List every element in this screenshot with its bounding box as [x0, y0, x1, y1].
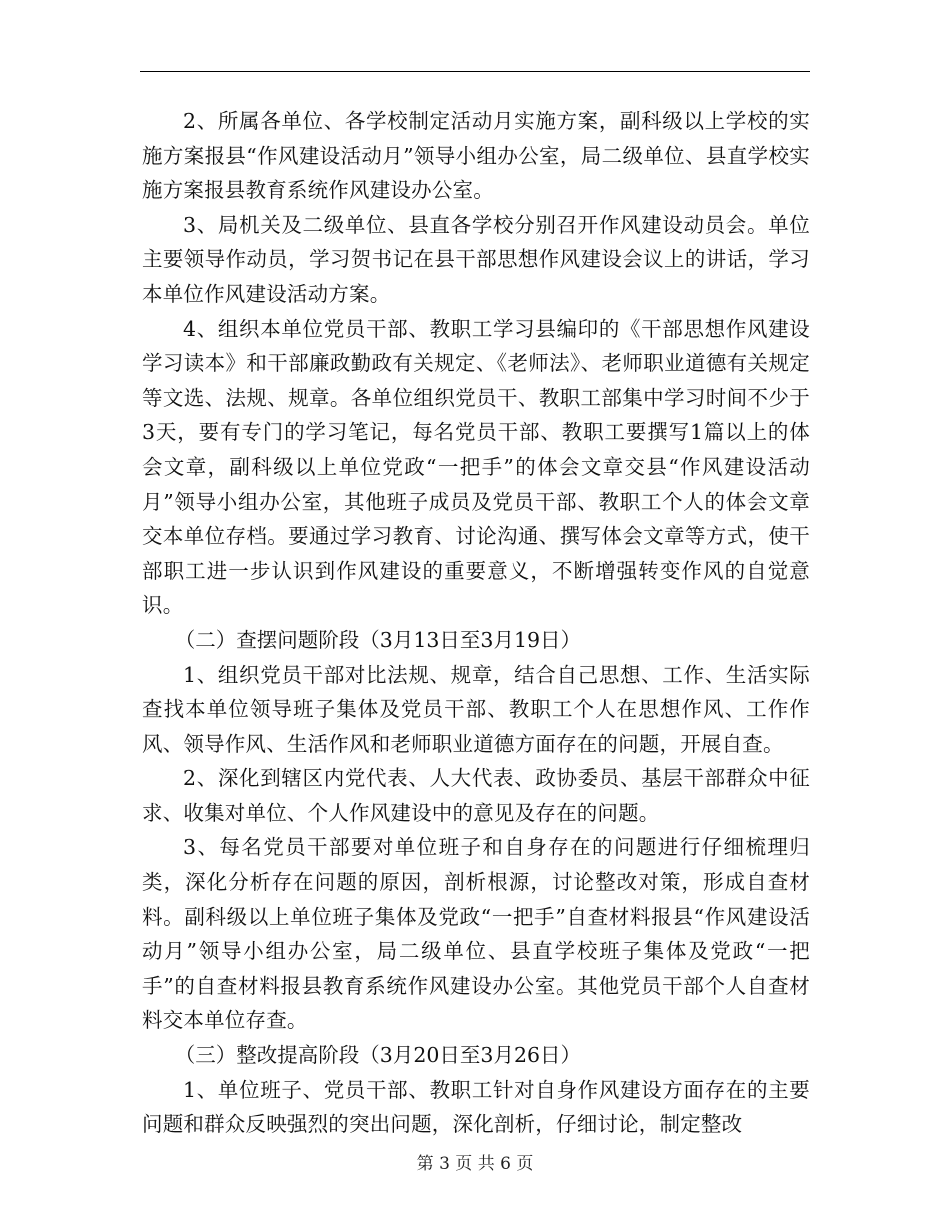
paragraph-3-mobilization-meeting: 3、局机关及二级单位、县直各学校分别召开作风建设动员会。单位主要领导作动员，学习贺书记在县干部思想作风建设会议上的讲话，学习本单位作风建设活动方案。	[142, 212, 810, 306]
paragraph-3-self-check-materials: 3、每名党员干部要对单位班子和自身存在的问题进行仔细梳理归类，深化分析存在问题的原因，剖析根源，讨论整改对策，形成自查材料。副科级以上单位班子集体及党政“一把手”自查材料报县“作风建设活动月”领导小组办公室，局二级单位、县直学校班子集体及党政“一把手”的自查材料报县教育系统作风建设办公室。其他党员干部个人自查材料交本单位存查。	[142, 835, 810, 1033]
header-rule	[140, 71, 810, 72]
document-body	[142, 104, 810, 1142]
section-heading-problem-finding: （二）查摆问题阶段（3月13日至3月19日）	[174, 627, 582, 652]
page-number-footer: 第 3 页 共 6 页	[416, 1154, 534, 1174]
paragraph-1-rectification-plan: 1、单位班子、党员干部、教职工针对自身作风建设方面存在的主要问题和群众反映强烈的突出问题，深化剖析，仔细讨论，制定整改	[142, 1077, 810, 1137]
section-heading-rectification: （三）整改提高阶段（3月20日至3月26日）	[174, 1043, 582, 1068]
paragraph-2-implementation-plan: 2、所属各单位、各学校制定活动月实施方案，副科级以上学校的实施方案报县“作风建设活动月”领导小组办公室，局二级单位、县直学校实施方案报县教育系统作风建设办公室。	[142, 109, 810, 203]
paragraph-2-solicit-opinions: 2、深化到辖区内党代表、人大代表、政协委员、基层干部群众中征求、收集对单位、个人作风建设中的意见及存在的问题。	[142, 766, 810, 825]
paragraph-1-self-check: 1、组织党员干部对比法规、规章，结合自己思想、工作、生活实际查找本单位领导班子集体及党员干部、教职工个人在思想作风、工作作风、领导作风、生活作风和老师职业道德方面存在的问题，开展自查。	[142, 662, 810, 756]
paragraph-4-study-organization: 4、组织本单位党员干部、教职工学习县编印的《干部思想作风建设学习读本》和干部廉政勤政有关规定、《老师法》、老师职业道德有关规定等文选、法规、规章。各单位组织党员干、教职工部集中学习时间不少于3天，要有专门的学习笔记，每名党员干部、教职工要撰写1篇以上的体会文章，副科级以上单位党政“一把手”的体会文章交县“作风建设活动月”领导小组办公室，其他班子成员及党员干部、教职工个人的体会文章交本单位存档。要通过学习教育、讨论沟通、撰写体会文章等方式，使干部职工进一步认识到作风建设的重要意义，不断增强转变作风的自觉意识。	[142, 316, 810, 618]
